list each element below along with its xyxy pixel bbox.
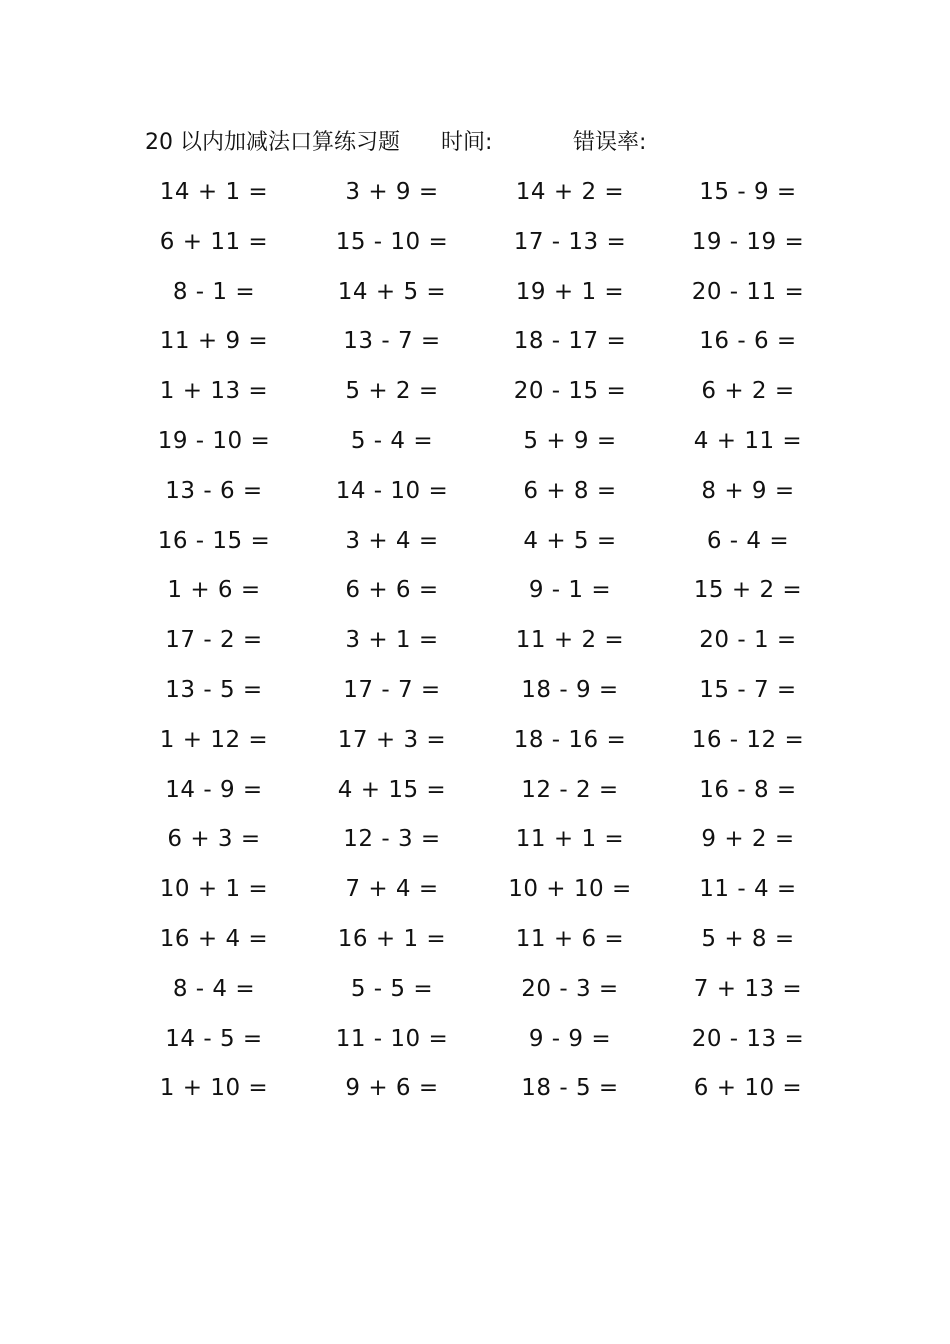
math-problem: 3 + 1 = [345, 627, 439, 654]
math-problem: 5 - 5 = [350, 975, 434, 1002]
math-problem: 4 + 11 = [693, 427, 803, 454]
math-problem: 18 - 5 = [521, 1075, 619, 1102]
math-problem: 8 - 1 = [172, 278, 256, 305]
math-problem: 1 + 6 = [167, 577, 261, 604]
math-problem: 14 - 5 = [165, 1025, 263, 1052]
worksheet-title: 20 以内加减法口算练习题 [145, 130, 400, 155]
math-problem: 12 - 3 = [343, 826, 441, 853]
math-problem: 8 + 9 = [701, 477, 795, 504]
math-problem: 11 + 6 = [515, 925, 625, 952]
math-problem: 16 + 4 = [159, 925, 269, 952]
time-label: 时间: [441, 130, 493, 155]
math-problem: 10 + 1 = [159, 876, 269, 903]
math-problem: 9 - 9 = [528, 1025, 612, 1052]
math-problem: 5 + 2 = [345, 378, 439, 405]
math-problem: 17 - 2 = [165, 627, 263, 654]
math-problem: 9 + 2 = [701, 826, 795, 853]
math-problem: 12 - 2 = [521, 776, 619, 803]
math-problem: 20 - 1 = [699, 627, 797, 654]
math-problem: 9 + 6 = [345, 1075, 439, 1102]
worksheet-header [145, 126, 845, 160]
math-problem: 15 - 7 = [699, 676, 797, 703]
math-problem: 14 - 9 = [165, 776, 263, 803]
math-problem: 7 + 4 = [345, 876, 439, 903]
math-problem: 19 + 1 = [515, 278, 625, 305]
math-problem: 8 - 4 = [172, 975, 256, 1002]
math-problem: 14 - 10 = [335, 477, 449, 504]
math-problem: 3 + 9 = [345, 179, 439, 205]
math-problem: 4 + 5 = [523, 527, 617, 554]
math-problem: 16 - 12 = [691, 726, 805, 753]
math-problem: 6 + 6 = [345, 577, 439, 604]
math-problem: 13 - 7 = [343, 328, 441, 355]
math-problem: 18 - 9 = [521, 676, 619, 703]
math-problem: 19 - 10 = [157, 427, 271, 454]
math-problem: 11 + 1 = [515, 826, 625, 853]
math-problem: 20 - 15 = [513, 378, 627, 405]
math-problem: 9 - 1 = [528, 577, 612, 604]
math-problem: 16 - 6 = [699, 328, 797, 355]
math-problem: 17 - 7 = [343, 676, 441, 703]
math-problem: 6 + 2 = [701, 378, 795, 405]
math-problem: 11 - 4 = [699, 876, 797, 903]
math-problem: 20 - 11 = [691, 278, 805, 305]
math-problem: 13 - 5 = [165, 676, 263, 703]
math-problem: 15 - 10 = [335, 228, 449, 255]
math-problem: 6 - 4 = [706, 527, 790, 554]
math-problem: 17 + 3 = [337, 726, 447, 753]
math-problem: 18 - 17 = [513, 328, 627, 355]
math-problem: 14 + 2 = [515, 179, 625, 205]
math-problem: 5 - 4 = [350, 427, 434, 454]
math-problem: 13 - 6 = [165, 477, 263, 504]
math-problem: 1 + 12 = [159, 726, 269, 753]
math-problem: 5 + 9 = [523, 427, 617, 454]
math-problem: 6 + 10 = [693, 1075, 803, 1102]
math-problem: 16 + 1 = [337, 925, 447, 952]
math-problem: 11 - 10 = [335, 1025, 449, 1052]
math-problem: 15 - 9 = [699, 179, 797, 205]
math-problem: 7 + 13 = [693, 975, 803, 1002]
problem-grid [125, 168, 825, 1114]
math-problem: 1 + 13 = [159, 378, 269, 405]
math-problem: 15 + 2 = [693, 577, 803, 604]
math-problem: 11 + 9 = [159, 328, 269, 355]
math-problem: 10 + 10 = [508, 876, 632, 903]
math-problem: 11 + 2 = [515, 627, 625, 654]
error-rate-label: 错误率: [573, 130, 647, 155]
math-problem: 6 + 3 = [167, 826, 261, 853]
math-problem: 14 + 1 = [159, 179, 269, 205]
math-problem: 6 + 8 = [523, 477, 617, 504]
math-problem: 1 + 10 = [159, 1075, 269, 1102]
math-problem: 18 - 16 = [513, 726, 627, 753]
math-problem: 6 + 11 = [159, 228, 269, 255]
math-problem: 3 + 4 = [345, 527, 439, 554]
math-problem: 17 - 13 = [513, 228, 627, 255]
math-problem: 20 - 3 = [521, 975, 619, 1002]
math-problem: 16 - 8 = [699, 776, 797, 803]
math-problem: 5 + 8 = [701, 925, 795, 952]
math-problem: 20 - 13 = [691, 1025, 805, 1052]
math-problem: 4 + 15 = [337, 776, 447, 803]
math-problem: 14 + 5 = [337, 278, 447, 305]
math-problem: 19 - 19 = [691, 228, 805, 255]
math-problem: 16 - 15 = [157, 527, 271, 554]
